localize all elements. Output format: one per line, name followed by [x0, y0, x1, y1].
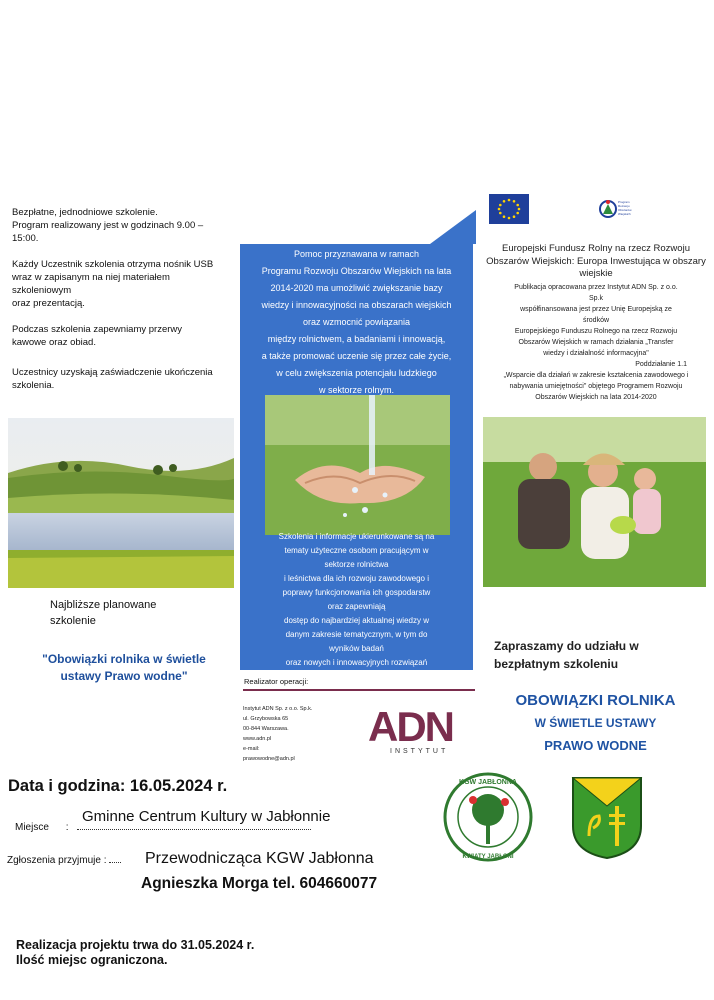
fund-title	[483, 243, 709, 281]
pub-line: środków	[582, 317, 610, 324]
desc-line: i leśnictwa dla ich rozwoju zawodowego i	[284, 574, 429, 583]
info-line: Każdy Uczestnik szkolenia otrzyma nośnik USB	[12, 259, 214, 270]
info-line: Bezpłatne, jednodniowe szkolenie.	[12, 207, 158, 218]
date-time: Data i godzina: 16.05.2024 r.	[8, 777, 228, 795]
project-line: Realizacja projektu trwa do 31.05.2024 r.	[16, 938, 255, 952]
desc-line: Programu Rozwoju Obszarów Wiejskich na lata	[261, 266, 452, 276]
publication-info	[483, 282, 709, 403]
invitation-text	[494, 637, 690, 673]
prow-logo-icon	[598, 194, 630, 224]
next-line: szkolenie	[50, 615, 96, 627]
desc-line: oraz wzmocnić powiązania	[302, 317, 411, 327]
desc-line: tematy użyteczne osobom pracującym w	[284, 546, 429, 555]
fund-line: wiejskie	[579, 268, 613, 279]
landscape-photo	[8, 418, 234, 588]
dotted-line	[109, 862, 121, 863]
pub-line: Obszarów Wiejskich na lata 2014-2020	[535, 394, 657, 401]
desc-line: oraz zapewniają	[327, 602, 386, 611]
fund-line: Obszarów Wiejskich: Europa Inwestująca w obszary	[486, 255, 706, 267]
venue: Gminne Centrum Kultury w Jabłonnie	[82, 808, 331, 825]
contact-phone: Agnieszka Morga tel. 604660077	[141, 875, 378, 892]
desc-line: sektorze rolnictwa	[324, 560, 389, 569]
pub-line: współfinansowana jest przez Unię Europejską ze	[520, 306, 672, 313]
coat-of-arms-icon	[571, 776, 643, 860]
pub-line: wiedzy i działalność informacyjna"	[543, 350, 649, 357]
adn-logo-sub: INSTYTUT	[390, 748, 449, 755]
desc-line: poprawy funkcjonowania ich gospodarstw	[282, 588, 431, 597]
desc-line: Pomoc przyznawana w ramach	[293, 249, 420, 259]
pub-line: Publikacja opracowana przez Instytut ADN Sp. z o.o.	[514, 284, 678, 291]
address-line: ul. Grzybowska 65	[243, 716, 289, 722]
adn-logo	[368, 703, 453, 755]
info-line: wraz w zapisanym na niej materiałem	[12, 272, 170, 283]
pub-line: Sp.k	[588, 295, 603, 302]
eu-flag-icon	[489, 194, 529, 224]
desc-line: wyników badań	[329, 644, 384, 653]
quote-line: ustawy Prawo wodne"	[60, 669, 188, 683]
next-training-label	[50, 597, 156, 629]
registration-label-text: Zgłoszenia przyjmuje :	[7, 855, 107, 866]
training-description	[240, 530, 473, 670]
info-line: 15:00.	[12, 233, 39, 244]
info-line: oraz prezentacją.	[12, 298, 85, 309]
pub-line: nabywania umiejętności" objętego Programem Rozwoju	[509, 383, 683, 390]
address-line: Instytut ADN Sp. z o.o. Sp.k.	[243, 706, 313, 712]
info-line: kawowe oraz obiad.	[12, 337, 96, 348]
training-title-quote	[24, 651, 224, 685]
place-label: Miejsce :	[15, 822, 311, 833]
desc-line: między rolnictwem, a badaniami i innowacją,	[267, 334, 446, 344]
quote-line: "Obowiązki rolnika w świetle	[42, 652, 206, 666]
left-info-text	[12, 206, 213, 392]
desc-line: a także promować uczenie się przez całe życie,	[261, 351, 452, 361]
kgw-top-text: KGW JABŁONNA	[459, 779, 517, 786]
kgw-bottom-text: KWIATY JABŁONI	[462, 854, 514, 860]
fund-line: Europejski Fundusz Rolny na rzecz Rozwoju	[502, 243, 690, 254]
title-line: OBOWIĄZKI ROLNIKA	[515, 692, 676, 709]
desc-line: w sektorze rolnym.	[318, 385, 395, 395]
info-line: Podczas szkolenia zapewniamy przerwy	[12, 324, 183, 335]
info-line: Program realizowany jest w godzinach 9.00 –	[12, 220, 204, 231]
address-line: 00-844 Warszawa.	[243, 726, 289, 732]
title-line: PRAWO WODNE	[544, 738, 647, 753]
desc-line: danym zakresie tematycznym, w tym do	[285, 630, 428, 639]
address-line: e-mail:	[243, 746, 260, 752]
training-title	[488, 690, 703, 758]
info-line: szkolenia.	[12, 380, 55, 391]
address-line: prawowodne@adn.pl	[243, 756, 295, 762]
operator-label: Realizator operacji:	[244, 677, 309, 686]
divider	[243, 689, 475, 691]
invite-line: bezpłatnym szkoleniu	[494, 657, 619, 671]
pub-line: Europejskiego Funduszu Rolnego na rzecz Rozwoju	[514, 328, 678, 335]
place-label-text: Miejsce	[15, 822, 49, 833]
dotted-line	[77, 829, 311, 830]
desc-line: 2014-2020 ma umożliwić zwiększanie bazy	[270, 283, 443, 293]
prow-logo-text: Program Rozwoju Obszarów Wiejskich	[618, 200, 632, 216]
next-line: Najbliższe planowane	[50, 599, 157, 611]
desc-line: Szkolenia i informacje ukierunkowane są na	[278, 532, 435, 541]
pub-line: Poddziałanie 1.1	[635, 361, 687, 368]
desc-line: w celu zwiększenia potencjału ludzkiego	[276, 368, 437, 378]
info-line: szkoleniowym	[12, 285, 72, 296]
water-hands-photo	[265, 395, 450, 535]
pub-line: Obszarów Wiejskich w ramach działania „Transfer	[518, 339, 674, 346]
panel-corner	[430, 210, 476, 244]
desc-line: wiedzy i innowacyjności na obszarach wiejskich	[261, 300, 452, 310]
program-description	[240, 246, 473, 399]
desc-line: dostęp do najbardziej aktualnej wiedzy w	[284, 616, 429, 625]
operator-address	[243, 704, 312, 764]
pub-line: „Wsparcie dla działań w zakresie kształcenia zawodowego i	[503, 372, 689, 379]
family-photo	[483, 417, 706, 587]
address-line: www.adn.pl	[243, 736, 272, 742]
adn-logo-text: ADN	[368, 703, 453, 750]
registration-label	[7, 855, 121, 866]
project-line: Ilość miejsc ograniczona.	[16, 953, 168, 967]
kgw-logo-icon	[443, 772, 533, 862]
title-line: W ŚWIETLE USTAWY	[534, 716, 657, 730]
contact-person: Przewodnicząca KGW Jabłonna	[145, 850, 374, 867]
desc-line: oraz nowych i innowacyjnych rozwiązań	[285, 658, 428, 667]
project-info	[16, 938, 254, 968]
invite-line: Zapraszamy do udziału w	[494, 639, 639, 653]
info-line: Uczestnicy uzyskają zaświadczenie ukończenia	[12, 367, 213, 378]
